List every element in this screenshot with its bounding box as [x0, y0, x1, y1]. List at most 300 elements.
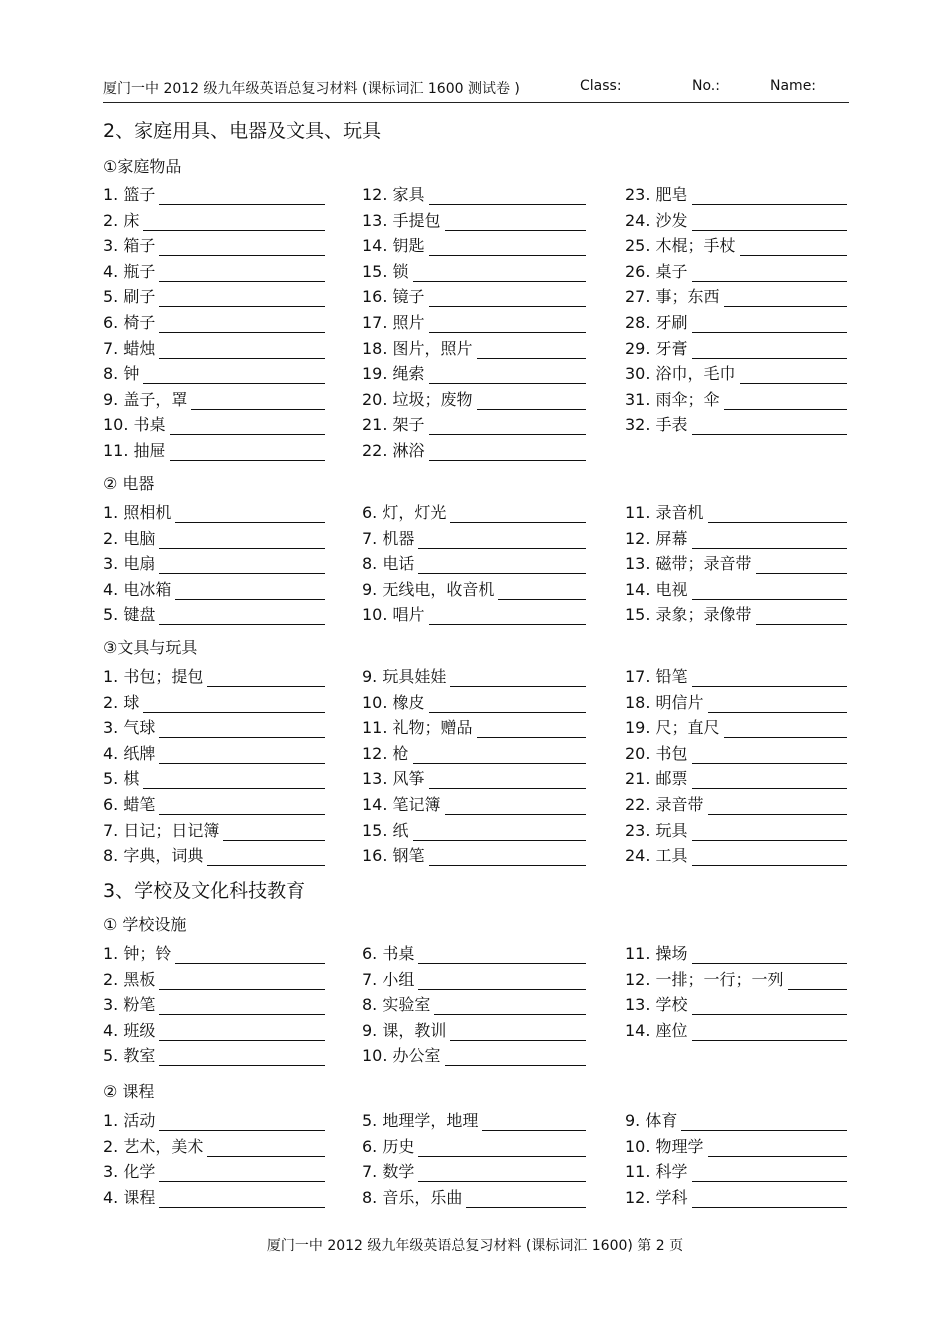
- vocab-row: [103, 665, 849, 689]
- vocab-item: [625, 603, 847, 625]
- answer-blank[interactable]: [708, 1140, 847, 1157]
- vocab-prompt: 17. 铅笔: [625, 667, 688, 686]
- answer-blank[interactable]: [724, 721, 847, 738]
- vocab-prompt: 31. 雨伞；伞: [625, 389, 720, 409]
- answer-blank[interactable]: [477, 393, 586, 410]
- answer-blank[interactable]: [692, 532, 847, 549]
- vocab-item: [625, 716, 847, 738]
- vocab-item: [362, 234, 586, 256]
- vocab-prompt: 2. 艺术，美术: [103, 1136, 204, 1156]
- answer-blank[interactable]: [418, 1140, 586, 1157]
- vocab-item: [103, 665, 325, 687]
- vocab-item: [103, 1044, 325, 1066]
- vocab-item: [625, 1135, 847, 1157]
- vocab-prompt: 6. 书桌: [362, 944, 415, 963]
- vocab-prompt: 27. 事；东西: [625, 287, 720, 307]
- vocab-prompt: 1. 钟；铃: [103, 944, 172, 963]
- answer-blank[interactable]: [756, 557, 847, 574]
- vocab-row: [103, 844, 849, 868]
- vocab-prompt: 6. 历史: [362, 1136, 415, 1156]
- vocab-prompt: 15. 纸: [362, 820, 409, 840]
- vocab-prompt: 14. 笔记簿: [362, 795, 441, 814]
- vocab-item: [103, 793, 325, 815]
- answer-blank[interactable]: [692, 214, 847, 231]
- vocab-item: [362, 209, 586, 231]
- vocab-prompt: 18. 明信片: [625, 692, 704, 712]
- vocab-prompt: 3. 粉笔: [103, 995, 156, 1015]
- answer-blank[interactable]: [223, 824, 325, 841]
- vocab-prompt: 8. 电话: [362, 554, 415, 574]
- vocab-prompt: 19. 尺；直尺: [625, 718, 720, 738]
- answer-blank[interactable]: [692, 342, 847, 359]
- group-title: ② 电器: [103, 474, 155, 493]
- answer-blank[interactable]: [413, 747, 586, 764]
- vocab-item: [625, 552, 847, 574]
- answer-blank[interactable]: [143, 214, 325, 231]
- vocab-prompt: 25. 木棍；手杖: [625, 236, 736, 256]
- answer-blank[interactable]: [159, 1024, 325, 1041]
- vocab-prompt: 13. 学校: [625, 995, 688, 1015]
- vocab-item: [625, 1109, 847, 1131]
- answer-blank[interactable]: [159, 342, 325, 359]
- vocab-item: [625, 413, 847, 435]
- vocab-prompt: 21. 架子: [362, 415, 425, 435]
- answer-blank[interactable]: [159, 265, 325, 282]
- answer-blank[interactable]: [159, 316, 325, 333]
- vocab-row: [103, 260, 849, 284]
- vocab-prompt: 7. 小组: [362, 969, 415, 989]
- vocab-item: [103, 501, 325, 523]
- vocab-prompt: 11. 录音机: [625, 503, 704, 522]
- vocab-prompt: 29. 牙膏: [625, 338, 688, 358]
- answer-blank[interactable]: [159, 1165, 325, 1182]
- answer-blank[interactable]: [175, 947, 325, 964]
- vocab-item: [362, 1044, 586, 1066]
- vocab-row: [103, 603, 849, 627]
- vocab-row: [103, 993, 849, 1017]
- vocab-row: [103, 209, 849, 233]
- vocab-row: [103, 767, 849, 791]
- vocab-row: [103, 1135, 849, 1159]
- answer-blank[interactable]: [159, 290, 325, 307]
- vocab-prompt: 16. 镜子: [362, 287, 425, 307]
- vocab-prompt: 6. 椅子: [103, 313, 156, 332]
- answer-blank[interactable]: [429, 696, 586, 713]
- vocab-prompt: 28. 牙刷: [625, 313, 688, 332]
- answer-blank[interactable]: [450, 506, 586, 523]
- vocab-item: [625, 209, 847, 231]
- vocab-row: [103, 819, 849, 843]
- vocab-prompt: 8. 音乐，乐曲: [362, 1187, 463, 1207]
- vocab-item: [625, 311, 847, 333]
- vocab-item: [362, 337, 586, 359]
- vocab-row: [103, 311, 849, 335]
- vocab-prompt: 4. 课程: [103, 1187, 156, 1207]
- answer-blank[interactable]: [418, 1165, 586, 1182]
- vocab-prompt: 2. 球: [103, 692, 140, 712]
- vocab-item: [625, 1160, 847, 1182]
- vocab-item: [625, 742, 847, 764]
- answer-blank[interactable]: [159, 557, 325, 574]
- vocab-item: [362, 942, 586, 964]
- vocab-prompt: 15. 录象；录像带: [625, 605, 752, 625]
- vocab-item: [625, 337, 847, 359]
- group-title: ①家庭物品: [103, 157, 182, 176]
- answer-blank[interactable]: [429, 418, 586, 435]
- answer-blank[interactable]: [159, 1191, 325, 1208]
- vocab-row: [103, 1019, 849, 1043]
- vocab-item: [103, 1135, 325, 1157]
- answer-blank[interactable]: [434, 998, 586, 1015]
- vocab-row: [103, 413, 849, 437]
- vocab-prompt: 9. 玩具娃娃: [362, 667, 447, 686]
- vocab-item: [103, 311, 325, 333]
- vocab-item: [362, 1186, 586, 1208]
- answer-blank[interactable]: [143, 367, 325, 384]
- vocab-item: [362, 285, 586, 307]
- answer-blank[interactable]: [692, 947, 847, 964]
- answer-blank[interactable]: [429, 290, 586, 307]
- answer-blank[interactable]: [418, 947, 586, 964]
- answer-blank[interactable]: [450, 1024, 586, 1041]
- answer-blank[interactable]: [445, 798, 586, 815]
- vocab-prompt: 5. 刷子: [103, 287, 156, 307]
- answer-blank[interactable]: [159, 998, 325, 1015]
- vocab-prompt: 10. 书桌: [103, 415, 166, 435]
- vocab-item: [625, 362, 847, 384]
- answer-blank[interactable]: [159, 1049, 325, 1066]
- vocab-prompt: 6. 灯，灯光: [362, 503, 447, 522]
- vocab-item: [103, 234, 325, 256]
- answer-blank[interactable]: [159, 973, 325, 990]
- vocab-item: [362, 311, 586, 333]
- vocab-prompt: 7. 日记；日记簿: [103, 820, 220, 840]
- vocab-prompt: 11. 抽屉: [103, 441, 166, 460]
- vocab-item: [625, 388, 847, 410]
- vocab-row: [103, 552, 849, 576]
- vocab-item: [103, 527, 325, 549]
- answer-blank[interactable]: [429, 849, 586, 866]
- vocab-item: [103, 767, 325, 789]
- vocab-item: [103, 183, 325, 205]
- vocab-item: [103, 603, 325, 625]
- answer-blank[interactable]: [429, 444, 586, 461]
- answer-blank[interactable]: [159, 1114, 325, 1131]
- vocab-prompt: 2. 床: [103, 210, 140, 230]
- answer-blank[interactable]: [413, 265, 586, 282]
- vocab-prompt: 22. 淋浴: [362, 441, 425, 460]
- vocab-row: [103, 388, 849, 412]
- answer-blank[interactable]: [692, 1191, 847, 1208]
- vocab-item: [103, 578, 325, 600]
- vocab-item: [362, 968, 586, 990]
- vocab-prompt: 4. 班级: [103, 1020, 156, 1040]
- vocab-item: [103, 1160, 325, 1182]
- answer-blank[interactable]: [692, 188, 847, 205]
- vocab-item: [625, 691, 847, 713]
- answer-blank[interactable]: [429, 239, 586, 256]
- vocab-item: [625, 234, 847, 256]
- vocab-item: [362, 362, 586, 384]
- vocab-row: [103, 793, 849, 817]
- answer-blank[interactable]: [708, 506, 847, 523]
- answer-blank[interactable]: [418, 973, 586, 990]
- answer-blank[interactable]: [207, 670, 325, 687]
- vocab-prompt: 13. 风筝: [362, 769, 425, 789]
- vocab-row: [103, 968, 849, 992]
- vocab-prompt: 3. 气球: [103, 718, 156, 738]
- vocab-item: [625, 260, 847, 282]
- section-title: 3、学校及文化科技教育: [103, 880, 306, 902]
- answer-blank[interactable]: [429, 188, 586, 205]
- vocab-row: [103, 337, 849, 361]
- vocab-prompt: 1. 书包；提包: [103, 667, 204, 686]
- vocab-item: [362, 767, 586, 789]
- vocab-item: [103, 742, 325, 764]
- vocab-item: [625, 527, 847, 549]
- answer-blank[interactable]: [692, 583, 847, 600]
- vocab-item: [103, 413, 325, 435]
- vocab-prompt: 7. 机器: [362, 528, 415, 548]
- vocab-item: [625, 844, 847, 866]
- answer-blank[interactable]: [429, 316, 586, 333]
- vocab-prompt: 9. 无线电，收音机: [362, 579, 495, 599]
- vocab-prompt: 9. 课，教训: [362, 1020, 447, 1040]
- vocab-prompt: 26. 桌子: [625, 261, 688, 281]
- vocab-item: [103, 819, 325, 841]
- vocab-prompt: 24. 沙发: [625, 210, 688, 230]
- answer-blank[interactable]: [692, 1024, 847, 1041]
- vocab-prompt: 4. 瓶子: [103, 261, 156, 281]
- answer-blank[interactable]: [175, 506, 325, 523]
- vocab-prompt: 23. 玩具: [625, 820, 688, 840]
- vocab-item: [362, 1135, 586, 1157]
- vocab-prompt: 7. 蜡烛: [103, 338, 156, 358]
- vocab-prompt: 10. 办公室: [362, 1046, 441, 1066]
- answer-blank[interactable]: [159, 747, 325, 764]
- answer-blank[interactable]: [692, 747, 847, 764]
- vocab-item: [362, 665, 586, 687]
- answer-blank[interactable]: [159, 188, 325, 205]
- vocab-item: [362, 993, 586, 1015]
- class-label: Class:: [580, 78, 622, 94]
- answer-blank[interactable]: [143, 696, 325, 713]
- group-title: ① 学校设施: [103, 915, 187, 934]
- vocab-prompt: 9. 盖子，罩: [103, 389, 188, 409]
- vocab-prompt: 7. 数学: [362, 1162, 415, 1182]
- answer-blank[interactable]: [418, 557, 586, 574]
- vocab-item: [103, 388, 325, 410]
- vocab-item: [103, 716, 325, 738]
- vocab-prompt: 8. 字典，词典: [103, 846, 204, 866]
- vocab-prompt: 1. 活动: [103, 1111, 156, 1130]
- vocab-row: [103, 234, 849, 258]
- answer-blank[interactable]: [477, 721, 586, 738]
- answer-blank[interactable]: [159, 608, 325, 625]
- answer-blank[interactable]: [450, 670, 586, 687]
- answer-blank[interactable]: [692, 772, 847, 789]
- vocab-item: [103, 1019, 325, 1041]
- vocab-prompt: 14. 座位: [625, 1020, 688, 1040]
- vocab-prompt: 14. 电视: [625, 579, 688, 599]
- vocab-item: [362, 501, 586, 523]
- vocab-prompt: 1. 照相机: [103, 503, 172, 522]
- vocab-item: [103, 362, 325, 384]
- number-label: No.:: [692, 78, 720, 94]
- vocab-row: [103, 1109, 849, 1133]
- vocab-row: [103, 942, 849, 966]
- answer-blank[interactable]: [413, 824, 586, 841]
- vocab-item: [103, 968, 325, 990]
- answer-blank[interactable]: [429, 772, 586, 789]
- vocab-item: [362, 716, 586, 738]
- vocab-item: [625, 767, 847, 789]
- section-title: 2、家庭用具、电器及文具、玩具: [103, 120, 382, 142]
- vocab-prompt: 11. 科学: [625, 1162, 688, 1182]
- vocab-row: [103, 742, 849, 766]
- group-title: ② 课程: [103, 1082, 155, 1101]
- vocab-item: [362, 1160, 586, 1182]
- vocab-prompt: 32. 手表: [625, 415, 688, 435]
- answer-blank[interactable]: [159, 532, 325, 549]
- answer-blank[interactable]: [207, 849, 325, 866]
- answer-blank[interactable]: [708, 696, 847, 713]
- answer-blank[interactable]: [692, 418, 847, 435]
- answer-blank[interactable]: [175, 583, 325, 600]
- vocab-item: [362, 388, 586, 410]
- answer-blank[interactable]: [143, 772, 325, 789]
- vocab-prompt: 3. 箱子: [103, 236, 156, 256]
- vocab-prompt: 5. 教室: [103, 1046, 156, 1066]
- vocab-prompt: 17. 照片: [362, 313, 425, 332]
- vocab-row: [103, 183, 849, 207]
- vocab-prompt: 8. 钟: [103, 364, 140, 384]
- vocab-prompt: 20. 书包: [625, 743, 688, 763]
- page-footer: 厦门一中 2012 级九年级英语总复习材料 (课标词汇 1600) 第 2 页: [266, 1238, 684, 1254]
- vocab-item: [625, 665, 847, 687]
- answer-blank[interactable]: [724, 290, 847, 307]
- vocab-prompt: 20. 垃圾；废物: [362, 389, 473, 409]
- vocab-item: [625, 578, 847, 600]
- vocab-prompt: 24. 工具: [625, 846, 688, 866]
- vocab-prompt: 13. 手提包: [362, 210, 441, 230]
- vocab-prompt: 12. 家具: [362, 185, 425, 204]
- vocab-item: [625, 993, 847, 1015]
- answer-blank[interactable]: [445, 214, 586, 231]
- vocab-prompt: 8. 实验室: [362, 995, 431, 1015]
- vocab-prompt: 3. 电扇: [103, 554, 156, 574]
- vocab-item: [103, 285, 325, 307]
- vocab-item: [362, 527, 586, 549]
- answer-blank[interactable]: [170, 444, 325, 461]
- answer-blank[interactable]: [445, 1049, 586, 1066]
- vocab-prompt: 10. 橡皮: [362, 692, 425, 712]
- answer-blank[interactable]: [708, 798, 847, 815]
- vocab-item: [625, 285, 847, 307]
- vocab-item: [103, 209, 325, 231]
- vocab-prompt: 3. 化学: [103, 1162, 156, 1182]
- answer-blank[interactable]: [429, 608, 586, 625]
- vocab-row: [103, 501, 849, 525]
- answer-blank[interactable]: [681, 1114, 847, 1131]
- answer-blank[interactable]: [418, 532, 586, 549]
- vocab-item: [362, 439, 586, 461]
- vocab-item: [625, 793, 847, 815]
- vocab-prompt: 19. 绳索: [362, 364, 425, 384]
- answer-blank[interactable]: [756, 608, 847, 625]
- vocab-prompt: 14. 钥匙: [362, 236, 425, 256]
- vocab-prompt: 11. 操场: [625, 944, 688, 963]
- answer-blank[interactable]: [159, 721, 325, 738]
- vocab-prompt: 4. 纸牌: [103, 743, 156, 763]
- answer-blank[interactable]: [692, 265, 847, 282]
- vocab-item: [103, 337, 325, 359]
- vocab-item: [362, 578, 586, 600]
- vocab-item: [362, 793, 586, 815]
- vocab-row: [103, 691, 849, 715]
- vocab-prompt: 2. 电脑: [103, 528, 156, 548]
- vocab-item: [103, 993, 325, 1015]
- answer-blank[interactable]: [692, 1165, 847, 1182]
- answer-blank[interactable]: [692, 998, 847, 1015]
- vocab-item: [362, 1109, 586, 1131]
- answer-blank[interactable]: [498, 583, 586, 600]
- vocab-item: [103, 439, 325, 461]
- answer-blank[interactable]: [191, 393, 325, 410]
- vocab-prompt: 15. 锁: [362, 261, 409, 281]
- vocab-row: [103, 527, 849, 551]
- group-title: ③文具与玩具: [103, 638, 198, 657]
- answer-blank[interactable]: [740, 239, 847, 256]
- vocab-prompt: 10. 物理学: [625, 1136, 704, 1156]
- vocab-item: [362, 844, 586, 866]
- answer-blank[interactable]: [788, 973, 847, 990]
- answer-blank[interactable]: [692, 316, 847, 333]
- answer-blank[interactable]: [482, 1114, 586, 1131]
- answer-blank[interactable]: [466, 1191, 586, 1208]
- answer-blank[interactable]: [692, 824, 847, 841]
- vocab-row: [103, 285, 849, 309]
- answer-blank[interactable]: [429, 367, 586, 384]
- vocab-item: [103, 260, 325, 282]
- answer-blank[interactable]: [170, 418, 325, 435]
- answer-blank[interactable]: [692, 849, 847, 866]
- vocab-row: [103, 439, 849, 463]
- vocab-prompt: 5. 键盘: [103, 605, 156, 625]
- answer-blank[interactable]: [159, 239, 325, 256]
- answer-blank[interactable]: [207, 1140, 325, 1157]
- vocab-prompt: 23. 肥皂: [625, 185, 688, 204]
- answer-blank[interactable]: [159, 798, 325, 815]
- vocab-item: [362, 819, 586, 841]
- vocab-row: [103, 1044, 849, 1068]
- vocab-item: [625, 183, 847, 205]
- vocab-prompt: 10. 唱片: [362, 605, 425, 625]
- vocab-prompt: 4. 电冰箱: [103, 579, 172, 599]
- vocab-prompt: 12. 学科: [625, 1187, 688, 1207]
- vocab-item: [625, 501, 847, 523]
- vocab-prompt: 9. 体育: [625, 1111, 678, 1130]
- answer-blank[interactable]: [740, 367, 847, 384]
- vocab-prompt: 12. 枪: [362, 743, 409, 763]
- answer-blank[interactable]: [724, 393, 847, 410]
- vocab-item: [362, 552, 586, 574]
- vocab-row: [103, 362, 849, 386]
- answer-blank[interactable]: [477, 342, 586, 359]
- vocab-item: [103, 1109, 325, 1131]
- vocab-prompt: 13. 磁带；录音带: [625, 554, 752, 574]
- answer-blank[interactable]: [692, 670, 847, 687]
